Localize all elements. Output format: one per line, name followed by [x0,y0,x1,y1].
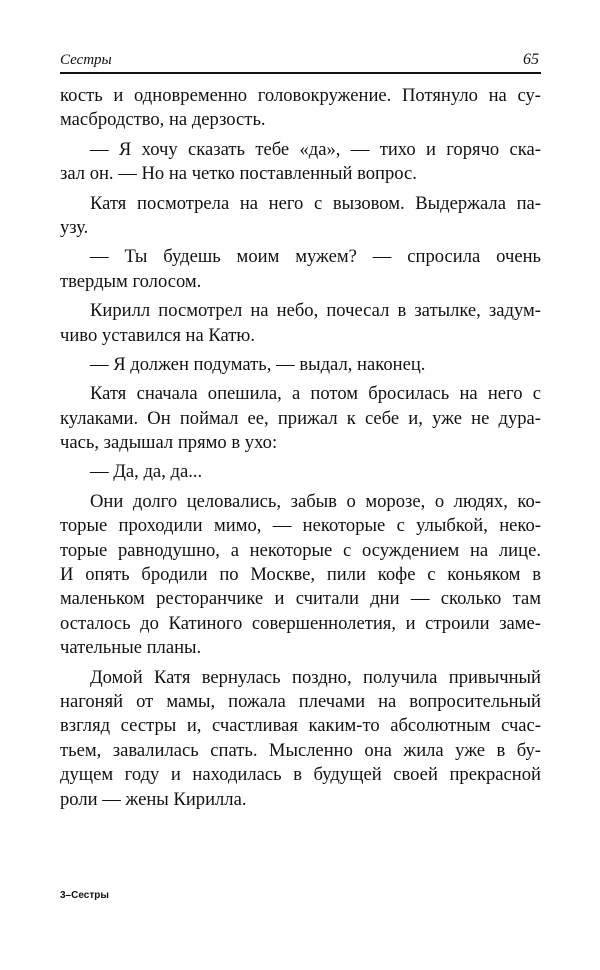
running-title: Сестры [60,52,112,68]
text-line: узу. [60,216,89,238]
page-number: 65 [523,51,539,68]
running-head [60,50,541,74]
text-line: торые проходили мимо, — некоторые с улыбкой, неко- [60,515,541,537]
text-line: осталось до Катиного совершеннолетия, и строили заме- [60,612,541,634]
text-line: торые равнодушно, а некоторые с осуждением на лице. [60,539,541,561]
text-line: кость и одновременно головокружение. Потянуло на су- [60,85,541,106]
text-line: — Я должен подумать, — выдал, наконец. [90,353,426,375]
text-line: Они долго целовались, забыв о морозе, о людях, ко- [90,490,541,512]
text-line: Кирилл посмотрел на небо, почесал в затылке, задум- [90,300,541,322]
printer-signature: 3–Сестры [60,890,109,901]
text-line: Катя сначала опешила, а потом бросилась на него с [90,383,541,405]
text-line: И опять бродили по Москве, пили кофе с коньяком в [60,564,541,586]
text-line: — Ты будешь моим мужем? — спросила очень [90,246,541,268]
text-line: чательные планы. [60,637,202,659]
body-text [60,84,541,812]
text-line: Домой Катя вернулась поздно, получила привычный [90,666,541,688]
text-line: чиво уставился на Катю. [60,324,255,346]
text-line: дущем году и находилась в будущей своей прекрасной [60,764,541,786]
text-line: Катя посмотрела на него с вызовом. Выдержала па- [90,192,541,214]
text-line: — Я хочу сказать тебе «да», — тихо и горячо ска- [90,138,541,160]
text-line: нагоняй от мамы, пожала плечами на вопросительный [60,690,541,712]
text-line: зал он. — Но на четко поставленный вопрос. [60,163,417,185]
text-line: масбродство, на дерзость. [60,109,266,131]
text-line: — Да, да, да... [90,461,203,483]
text-line: твердым голосом. [60,270,202,292]
text-line: чась, задышал прямо в ухо: [60,432,278,454]
text-line: взгляд сестры и, счастливая каким-то абсолютным счас- [60,715,541,737]
text-line: кулаками. Он поймал ее, прижал к себе и, уже не дура- [60,407,541,429]
text-line: роли — жены Кирилла. [60,788,247,810]
text-line: тьем, завалилась спать. Мысленно она жила уже в бу- [60,739,541,761]
text-line: маленьком ресторанчике и считали дни — сколько там [60,588,541,610]
